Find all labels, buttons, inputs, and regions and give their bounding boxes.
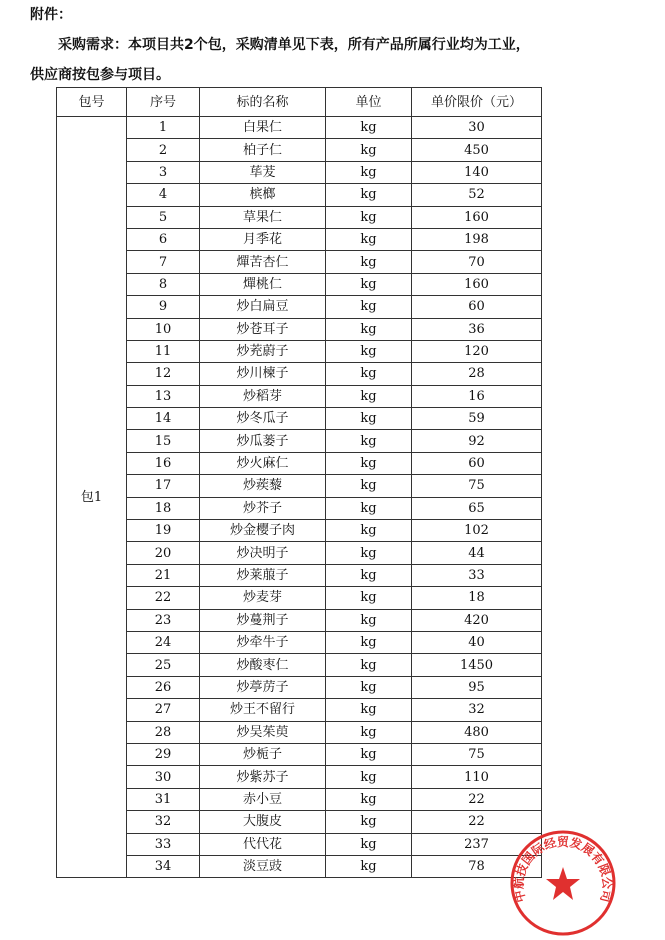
header-price-limit: 单价限价（元） [412,88,542,117]
cell-unit: kg [326,520,412,542]
cell-number: 33 [127,833,200,855]
cell-number: 15 [127,430,200,452]
cell-number: 7 [127,251,200,273]
table-row [57,497,542,519]
cell-unit: kg [326,475,412,497]
cell-item-name: 炒紫苏子 [200,766,326,788]
table-row [57,855,542,877]
cell-unit: kg [326,161,412,183]
table-row [57,117,542,139]
procurement-requirement: 采购需求：本项目共2个包，采购清单见下表，所有产品所属行业均为工业， [58,37,530,53]
cell-item-name: 炒决明子 [200,542,326,564]
cell-item-name: 炒吴茱萸 [200,721,326,743]
cell-price-limit: 60 [412,452,542,474]
cell-item-name: 炒酸枣仁 [200,654,326,676]
cell-number: 10 [127,318,200,340]
cell-unit: kg [326,452,412,474]
cell-price-limit: 16 [412,385,542,407]
cell-number: 21 [127,564,200,586]
cell-price-limit: 110 [412,766,542,788]
cell-number: 18 [127,497,200,519]
company-seal [509,829,617,937]
cell-item-name: 炒葶苈子 [200,676,326,698]
cell-number: 22 [127,587,200,609]
table-row [57,631,542,653]
cell-number: 8 [127,273,200,295]
cell-item-name: 炒蒺藜 [200,475,326,497]
cell-item-name: 草果仁 [200,206,326,228]
cell-unit: kg [326,318,412,340]
cell-item-name: 代代花 [200,833,326,855]
cell-number: 11 [127,340,200,362]
cell-unit: kg [326,385,412,407]
table-row [57,699,542,721]
cell-price-limit: 160 [412,273,542,295]
seal-star-icon [546,867,580,900]
cell-price-limit: 30 [412,117,542,139]
seal-text: 中航技国际经贸发展有限公司 [511,834,615,904]
cell-item-name: 淡豆豉 [200,855,326,877]
table-row [57,520,542,542]
cell-unit: kg [326,564,412,586]
cell-price-limit: 78 [412,855,542,877]
cell-price-limit: 59 [412,408,542,430]
cell-number: 9 [127,296,200,318]
table-row [57,743,542,765]
cell-item-name: 炒栀子 [200,743,326,765]
cell-item-name: 炒王不留行 [200,699,326,721]
table-row [57,139,542,161]
cell-price-limit: 160 [412,206,542,228]
table-row [57,676,542,698]
table-row [57,811,542,833]
table-row [57,788,542,810]
cell-unit: kg [326,811,412,833]
table-row [57,318,542,340]
cell-unit: kg [326,542,412,564]
cell-number: 29 [127,743,200,765]
table-row [57,475,542,497]
cell-price-limit: 237 [412,833,542,855]
cell-price-limit: 140 [412,161,542,183]
cell-unit: kg [326,408,412,430]
cell-unit: kg [326,699,412,721]
cell-number: 31 [127,788,200,810]
table-row [57,206,542,228]
table-row [57,273,542,295]
header-package: 包号 [57,88,127,117]
cell-number: 26 [127,676,200,698]
cell-item-name: 炒金樱子肉 [200,520,326,542]
cell-price-limit: 52 [412,184,542,206]
cell-number: 2 [127,139,200,161]
table-row [57,161,542,183]
cell-unit: kg [326,363,412,385]
cell-price-limit: 36 [412,318,542,340]
cell-price-limit: 480 [412,721,542,743]
cell-price-limit: 28 [412,363,542,385]
cell-item-name: 炒麦芽 [200,587,326,609]
cell-unit: kg [326,654,412,676]
cell-number: 30 [127,766,200,788]
cell-item-name: 槟榔 [200,184,326,206]
cell-number: 16 [127,452,200,474]
cell-item-name: 炒牵牛子 [200,631,326,653]
cell-unit: kg [326,117,412,139]
cell-unit: kg [326,251,412,273]
cell-number: 14 [127,408,200,430]
cell-number: 3 [127,161,200,183]
cell-number: 32 [127,811,200,833]
table-row [57,363,542,385]
cell-price-limit: 44 [412,542,542,564]
cell-unit: kg [326,833,412,855]
header-number: 序号 [127,88,200,117]
cell-number: 6 [127,228,200,250]
table-row [57,609,542,631]
cell-price-limit: 95 [412,676,542,698]
cell-number: 1 [127,117,200,139]
table-row [57,296,542,318]
cell-item-name: 炒火麻仁 [200,452,326,474]
cell-unit: kg [326,206,412,228]
cell-price-limit: 65 [412,497,542,519]
cell-price-limit: 75 [412,743,542,765]
cell-price-limit: 40 [412,631,542,653]
cell-unit: kg [326,788,412,810]
table-row [57,385,542,407]
attachment-title: 附件： [30,7,72,23]
header-unit: 单位 [326,88,412,117]
table-row [57,721,542,743]
table-row [57,251,542,273]
cell-unit: kg [326,139,412,161]
table-header-row [57,88,542,117]
cell-number: 28 [127,721,200,743]
cell-unit: kg [326,430,412,452]
procurement-table [56,87,542,878]
cell-price-limit: 70 [412,251,542,273]
cell-item-name: 柏子仁 [200,139,326,161]
cell-item-name: 炒苍耳子 [200,318,326,340]
table-row [57,766,542,788]
table-row [57,184,542,206]
cell-price-limit: 198 [412,228,542,250]
cell-item-name: 赤小豆 [200,788,326,810]
cell-number: 13 [127,385,200,407]
cell-number: 34 [127,855,200,877]
cell-unit: kg [326,743,412,765]
cell-unit: kg [326,766,412,788]
cell-number: 17 [127,475,200,497]
cell-number: 24 [127,631,200,653]
cell-unit: kg [326,184,412,206]
table-row [57,228,542,250]
cell-item-name: 炒白扁豆 [200,296,326,318]
cell-price-limit: 1450 [412,654,542,676]
table-row [57,340,542,362]
cell-number: 25 [127,654,200,676]
cell-price-limit: 18 [412,587,542,609]
cell-unit: kg [326,631,412,653]
supplier-note: 供应商按包参与项目。 [30,67,170,83]
cell-price-limit: 120 [412,340,542,362]
cell-item-name: 荜茇 [200,161,326,183]
cell-item-name: 炒蔓荆子 [200,609,326,631]
cell-unit: kg [326,273,412,295]
cell-number: 20 [127,542,200,564]
cell-price-limit: 420 [412,609,542,631]
cell-item-name: 炒莱菔子 [200,564,326,586]
cell-unit: kg [326,587,412,609]
cell-price-limit: 33 [412,564,542,586]
cell-unit: kg [326,228,412,250]
package-cell: 包1 [57,117,127,878]
cell-unit: kg [326,676,412,698]
cell-price-limit: 75 [412,475,542,497]
cell-item-name: 燀桃仁 [200,273,326,295]
table-row [57,654,542,676]
cell-price-limit: 60 [412,296,542,318]
cell-price-limit: 32 [412,699,542,721]
cell-unit: kg [326,721,412,743]
cell-price-limit: 22 [412,811,542,833]
cell-number: 19 [127,520,200,542]
cell-item-name: 炒瓜蒌子 [200,430,326,452]
cell-number: 4 [127,184,200,206]
header-item-name: 标的名称 [200,88,326,117]
cell-item-name: 月季花 [200,228,326,250]
cell-number: 12 [127,363,200,385]
cell-number: 23 [127,609,200,631]
cell-item-name: 白果仁 [200,117,326,139]
cell-item-name: 炒芥子 [200,497,326,519]
cell-item-name: 炒稻芽 [200,385,326,407]
cell-price-limit: 22 [412,788,542,810]
table-row [57,564,542,586]
cell-item-name: 大腹皮 [200,811,326,833]
cell-price-limit: 92 [412,430,542,452]
cell-unit: kg [326,296,412,318]
cell-item-name: 炒冬瓜子 [200,408,326,430]
table-row [57,542,542,564]
cell-item-name: 燀苦杏仁 [200,251,326,273]
table-row [57,430,542,452]
cell-number: 5 [127,206,200,228]
table-row [57,452,542,474]
table-row [57,833,542,855]
cell-unit: kg [326,855,412,877]
cell-unit: kg [326,497,412,519]
table-row [57,587,542,609]
cell-item-name: 炒茺蔚子 [200,340,326,362]
cell-unit: kg [326,609,412,631]
cell-price-limit: 102 [412,520,542,542]
cell-number: 27 [127,699,200,721]
cell-unit: kg [326,340,412,362]
table-row [57,408,542,430]
cell-item-name: 炒川楝子 [200,363,326,385]
cell-price-limit: 450 [412,139,542,161]
